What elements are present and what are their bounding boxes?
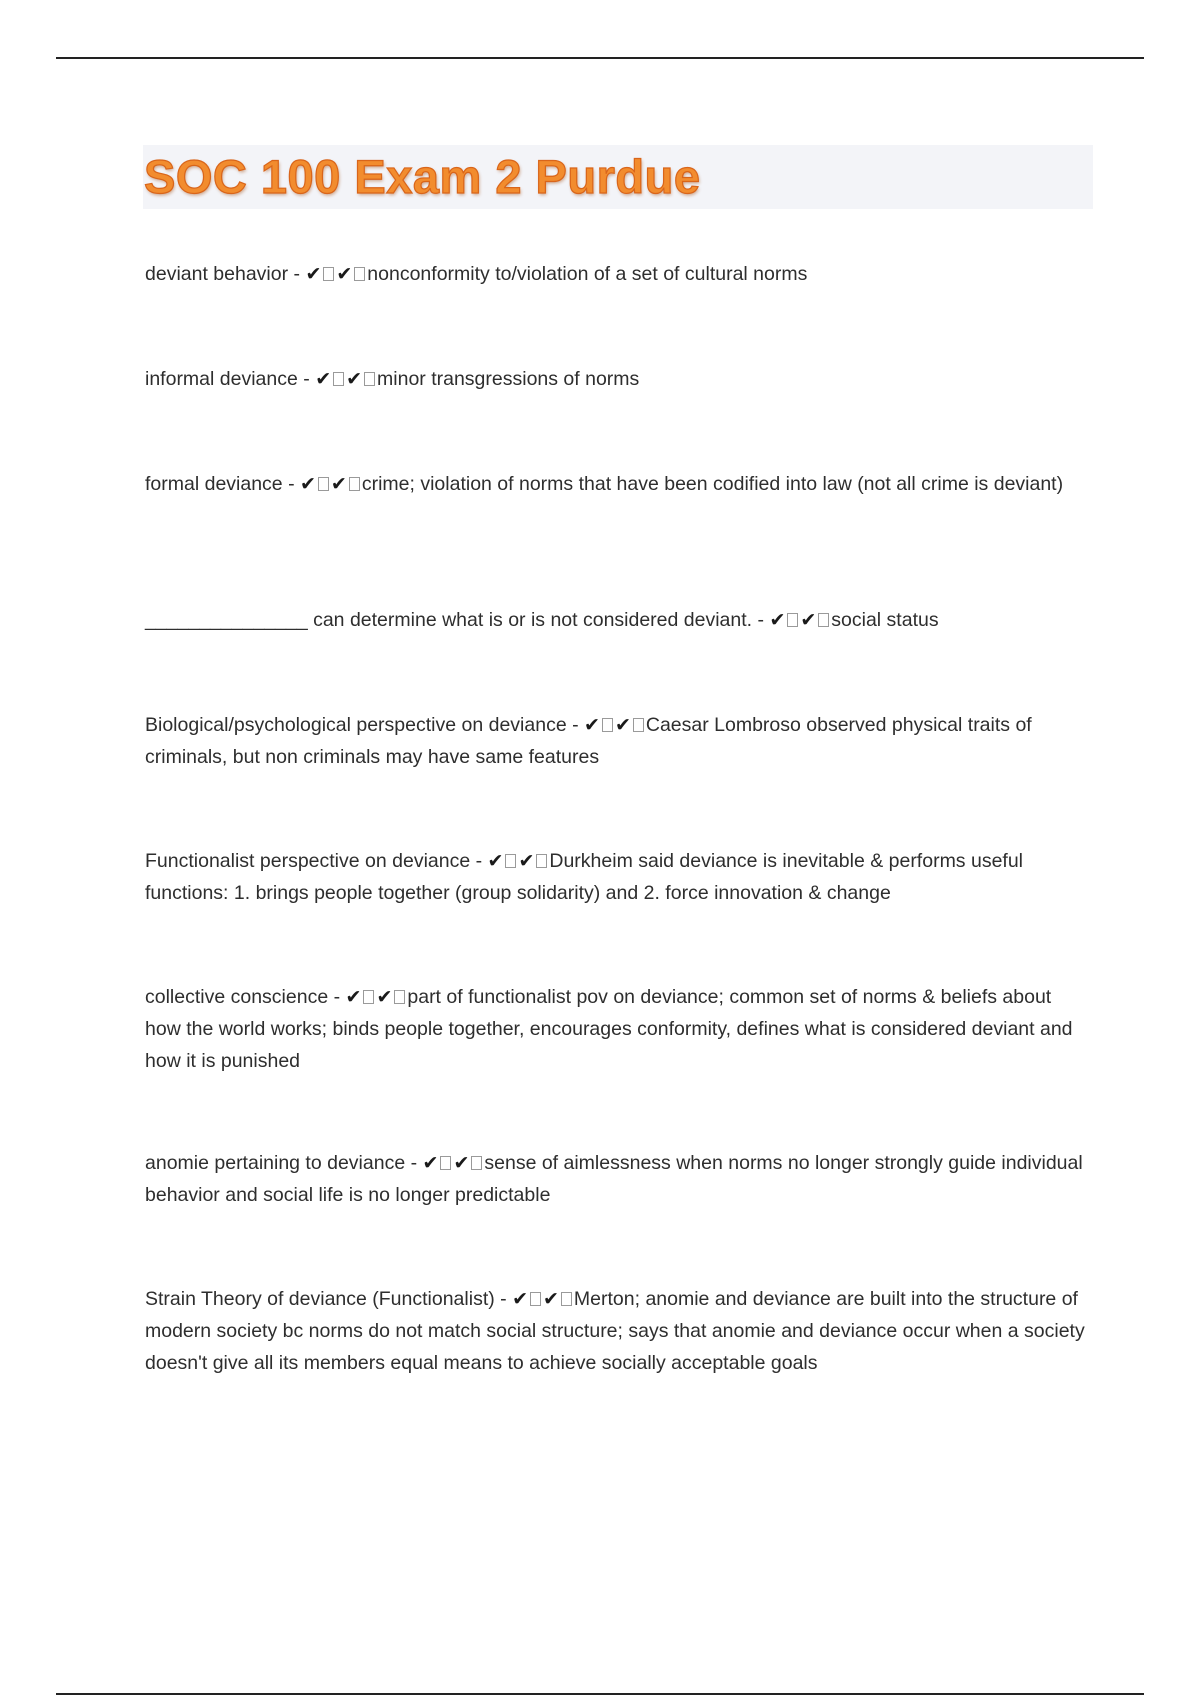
bottom-rule bbox=[56, 1693, 1144, 1695]
entry-term: formal deviance bbox=[145, 473, 283, 495]
entry-separator: - bbox=[494, 1288, 513, 1310]
entry-separator: - bbox=[405, 1152, 423, 1174]
check-icon: ✔ bbox=[346, 368, 363, 390]
flashcard-entry bbox=[145, 1283, 1085, 1379]
entry-term: Strain Theory of deviance (Functionalist) bbox=[145, 1288, 495, 1310]
entry-definition: Caesar Lombroso observed physical traits of criminals, but non criminals may have same features bbox=[145, 714, 1032, 768]
flashcard-entry bbox=[145, 258, 1085, 290]
entry-term: collective conscience bbox=[145, 986, 329, 1008]
box-icon bbox=[530, 1292, 541, 1306]
box-icon bbox=[333, 372, 344, 386]
entry-term: anomie pertaining to deviance bbox=[145, 1152, 406, 1174]
check-icon: ✔ bbox=[518, 850, 535, 872]
entry-separator: - bbox=[328, 986, 346, 1008]
flashcard-entry bbox=[145, 468, 1085, 500]
entry-separator: - bbox=[288, 263, 306, 285]
entry-separator: - bbox=[752, 609, 770, 631]
entry-separator: - bbox=[297, 368, 316, 390]
box-icon bbox=[471, 1156, 482, 1170]
check-icon: ✔ bbox=[300, 473, 316, 495]
box-icon bbox=[818, 613, 829, 627]
check-icon: ✔ bbox=[345, 986, 362, 1008]
check-icon: ✔ bbox=[800, 609, 817, 631]
box-icon bbox=[323, 267, 334, 281]
check-icon: ✔ bbox=[376, 986, 393, 1008]
check-icon: ✔ bbox=[512, 1288, 528, 1310]
entry-definition: crime; violation of norms that have been codified into law (not all crime is deviant) bbox=[361, 473, 1064, 495]
entry-definition: minor transgressions of norms bbox=[377, 368, 640, 390]
check-icon: ✔ bbox=[315, 368, 332, 390]
entry-definition: social status bbox=[831, 609, 939, 631]
box-icon bbox=[505, 854, 516, 868]
entry-definition: sense of aimlessness when norms no longer strongly guide individual behavior and social life is no longer predictable bbox=[145, 1152, 1083, 1206]
box-icon bbox=[536, 854, 547, 868]
check-icon: ✔ bbox=[614, 714, 631, 736]
box-icon bbox=[364, 372, 375, 386]
document-title: SOC 100 Exam 2 Purdue bbox=[144, 150, 701, 203]
box-icon bbox=[363, 990, 374, 1004]
flashcard-entry bbox=[145, 604, 1085, 636]
entry-term: deviant behavior bbox=[145, 263, 289, 285]
flashcard-entry bbox=[145, 1147, 1085, 1211]
check-icon: ✔ bbox=[336, 263, 353, 285]
check-icon: ✔ bbox=[305, 263, 322, 285]
box-icon bbox=[561, 1292, 572, 1306]
entry-separator: - bbox=[470, 850, 488, 872]
check-icon: ✔ bbox=[584, 714, 600, 736]
box-icon bbox=[633, 718, 644, 732]
flashcard-entry bbox=[145, 709, 1085, 773]
box-icon bbox=[349, 477, 360, 491]
entry-term: Functionalist perspective on deviance bbox=[145, 850, 471, 872]
flashcard-entry bbox=[145, 363, 1085, 395]
box-icon bbox=[318, 477, 329, 491]
box-icon bbox=[440, 1156, 451, 1170]
flashcard-entry bbox=[145, 981, 1085, 1077]
flashcard-entry bbox=[145, 845, 1085, 909]
entry-term: _______________ can determine what is or is not considered deviant. bbox=[145, 609, 753, 631]
entry-definition: Merton; anomie and deviance are built into the structure of modern society bc norms do not match social structure; says that anomie and deviance occur when a society doesn't give all its members equal means to achieve socially acceptable goals bbox=[145, 1288, 1085, 1374]
entry-definition: Durkheim said deviance is inevitable & performs useful functions: 1. brings people together (group solidarity) and 2. force innovation & change bbox=[145, 850, 1024, 904]
check-icon: ✔ bbox=[769, 609, 786, 631]
box-icon bbox=[394, 990, 405, 1004]
check-icon: ✔ bbox=[487, 850, 504, 872]
check-icon: ✔ bbox=[330, 473, 347, 495]
box-icon bbox=[787, 613, 798, 627]
top-rule bbox=[56, 57, 1144, 59]
entry-definition: part of functionalist pov on deviance; common set of norms & beliefs about how the world works; binds people together, encourages conformity, defines what is considered deviant and how it is punished bbox=[145, 986, 1073, 1072]
entry-separator: - bbox=[282, 473, 300, 495]
entry-separator: - bbox=[566, 714, 585, 736]
box-icon bbox=[602, 718, 613, 732]
check-icon: ✔ bbox=[422, 1152, 439, 1174]
entry-term: Biological/psychological perspective on deviance bbox=[145, 714, 567, 736]
check-icon: ✔ bbox=[453, 1152, 470, 1174]
entry-definition: nonconformity to/violation of a set of cultural norms bbox=[367, 263, 808, 285]
check-icon: ✔ bbox=[543, 1288, 559, 1310]
entry-term: informal deviance bbox=[145, 368, 298, 390]
box-icon bbox=[354, 267, 365, 281]
